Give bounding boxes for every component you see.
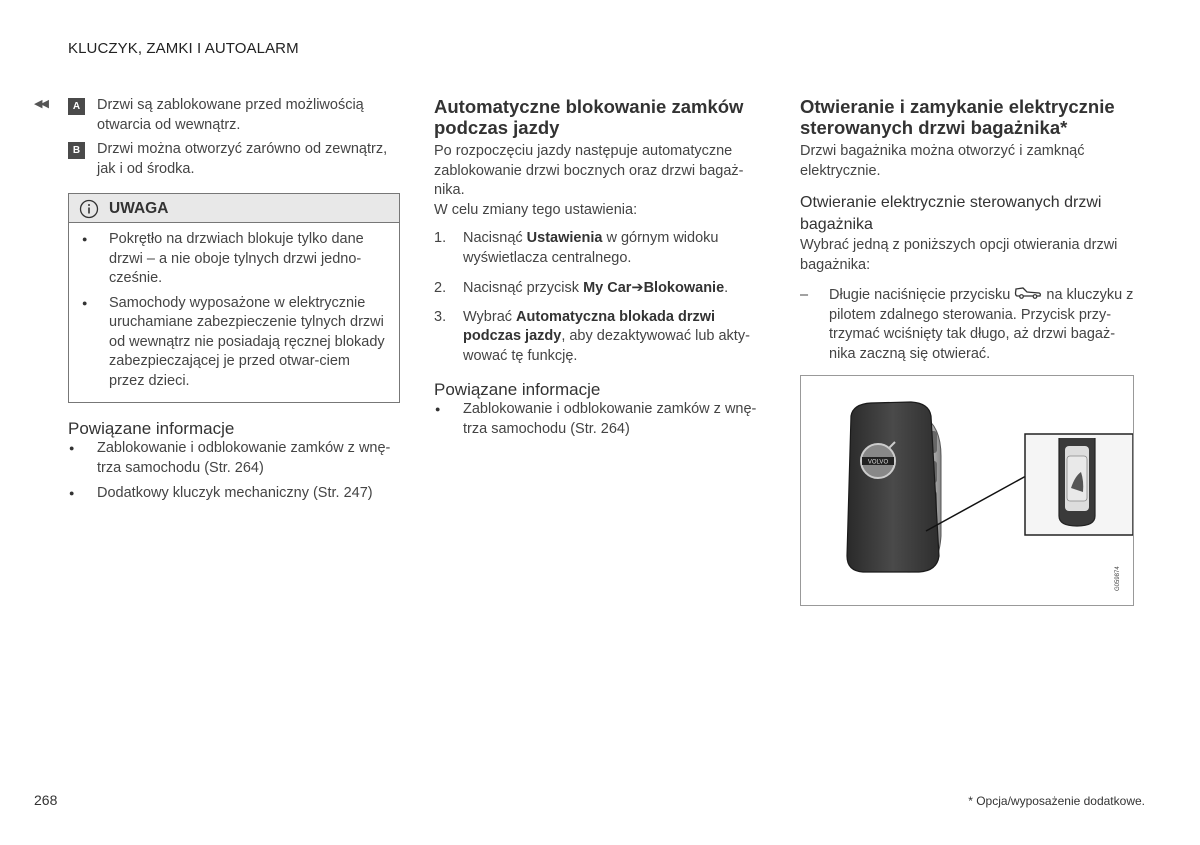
legend-text-a: Drzwi są zablokowane przed możliwością otwarcia od wewnątrz. bbox=[97, 97, 364, 133]
info-icon bbox=[79, 199, 99, 226]
menu-term: Blokowanie bbox=[643, 280, 725, 296]
menu-term: Ustawienia bbox=[526, 230, 603, 246]
section-heading: Otwieranie i zamykanie elektrycznie sterowanych drzwi bagażnika* bbox=[800, 96, 1115, 138]
note-bullet: ● Pokrętło na drzwiach blokuje tylko dane drzwi – a nie oboje tylnych drzwi jedno-cześnie. bbox=[81, 230, 387, 289]
paragraph: Wybrać jedną z poniższych opcji otwierania drzwi bagażnika: bbox=[800, 237, 1118, 273]
subheading: Otwieranie elektrycznie sterowanych drzwi bagażnika bbox=[800, 194, 1102, 233]
paragraph: W celu zmiany tego ustawienia: bbox=[434, 201, 638, 218]
column-3 bbox=[800, 96, 1134, 364]
step-3 bbox=[434, 308, 764, 367]
note-body bbox=[69, 223, 399, 402]
related-link[interactable]: ● Zablokowanie i odblokowanie zamków z wnę-trza samochodu (Str. 264) bbox=[68, 439, 400, 478]
figure-code: G059874 bbox=[1115, 566, 1121, 591]
related-heading: Powiązane informacje bbox=[68, 419, 235, 438]
step-text: , aby dezaktywować lub akty-wować tę funkcję. bbox=[463, 328, 750, 364]
step-text: Nacisnąć bbox=[463, 230, 527, 246]
step-number: 3. bbox=[434, 308, 447, 325]
column-2 bbox=[434, 96, 764, 439]
page-number: 268 bbox=[34, 792, 58, 808]
dash-item bbox=[800, 286, 1134, 364]
key-fob-figure bbox=[800, 375, 1134, 606]
note-box bbox=[68, 193, 400, 403]
step-number: 1. bbox=[434, 230, 447, 246]
running-header: KLUCZYK, ZAMKI I AUTOALARM bbox=[68, 40, 299, 57]
column-1 bbox=[68, 96, 400, 504]
logo-text: VOLVO bbox=[867, 459, 889, 466]
step-number: 2. bbox=[434, 280, 447, 296]
label-a: A bbox=[68, 98, 85, 115]
related-link[interactable]: ● Dodatkowy kluczyk mechaniczny (Str. 247) bbox=[68, 484, 400, 504]
related-heading: Powiązane informacje bbox=[434, 380, 601, 399]
menu-term: Automatyczna blokada drzwi podczas jazdy bbox=[463, 308, 716, 344]
tailgate-icon bbox=[1014, 287, 1042, 303]
dash-marker: – bbox=[800, 287, 809, 303]
step-text: Wybrać bbox=[463, 308, 517, 325]
section-heading: Automatyczne blokowanie zamków podczas jazdy bbox=[434, 96, 744, 138]
footnote: * Opcja/wyposażenie dodatkowe. bbox=[968, 794, 1145, 808]
step-1 bbox=[434, 229, 764, 268]
related-link[interactable]: ● Zablokowanie i odblokowanie zamków z wnę-trza samochodu (Str. 264) bbox=[434, 400, 764, 439]
key-fob-illustration bbox=[801, 376, 1133, 605]
legend-text-b: Drzwi można otworzyć zarówno od zewnątrz, jak i od środka. bbox=[97, 141, 388, 177]
step-text: w górnym widoku wyświetlacza centralnego. bbox=[463, 230, 719, 266]
step-2 bbox=[434, 279, 764, 299]
legend-item-b bbox=[68, 140, 400, 179]
note-bullet: ● Samochody wyposażone w elektrycznie uruchamiane zabezpieczenie tylnych drzwi od wewnątrz nie posiadają ręcznej blokady zabezpieczającej je przed otwar-ciem przez dzieci. bbox=[81, 294, 387, 392]
label-b: B bbox=[68, 142, 85, 159]
paragraph: Drzwi bagażnika można otworzyć i zamknąć elektrycznie. bbox=[800, 143, 1085, 179]
note-header bbox=[69, 194, 399, 223]
dash-text: na kluczyku z pilotem zdalnego sterowania. Przycisk przy-trzymać wciśnięty tak długo, aż drzwi bagaż-nika zaczną się otwierać. bbox=[829, 287, 1134, 362]
step-text: . bbox=[724, 280, 729, 296]
menu-term: My Car bbox=[583, 280, 632, 296]
paragraph: Po rozpoczęciu jazdy następuje automatyczne zablokowanie drzwi bocznych oraz drzwi bagaż-nika. bbox=[434, 143, 744, 198]
arrow-icon: ➔ bbox=[631, 280, 644, 296]
note-title: UWAGA bbox=[109, 200, 169, 217]
step-text: Nacisnąć przycisk bbox=[463, 280, 584, 296]
legend-item-a bbox=[68, 96, 400, 135]
dash-text: Długie naciśnięcie przycisku bbox=[829, 287, 1015, 303]
continued-marker: ◀◀ bbox=[34, 98, 47, 110]
